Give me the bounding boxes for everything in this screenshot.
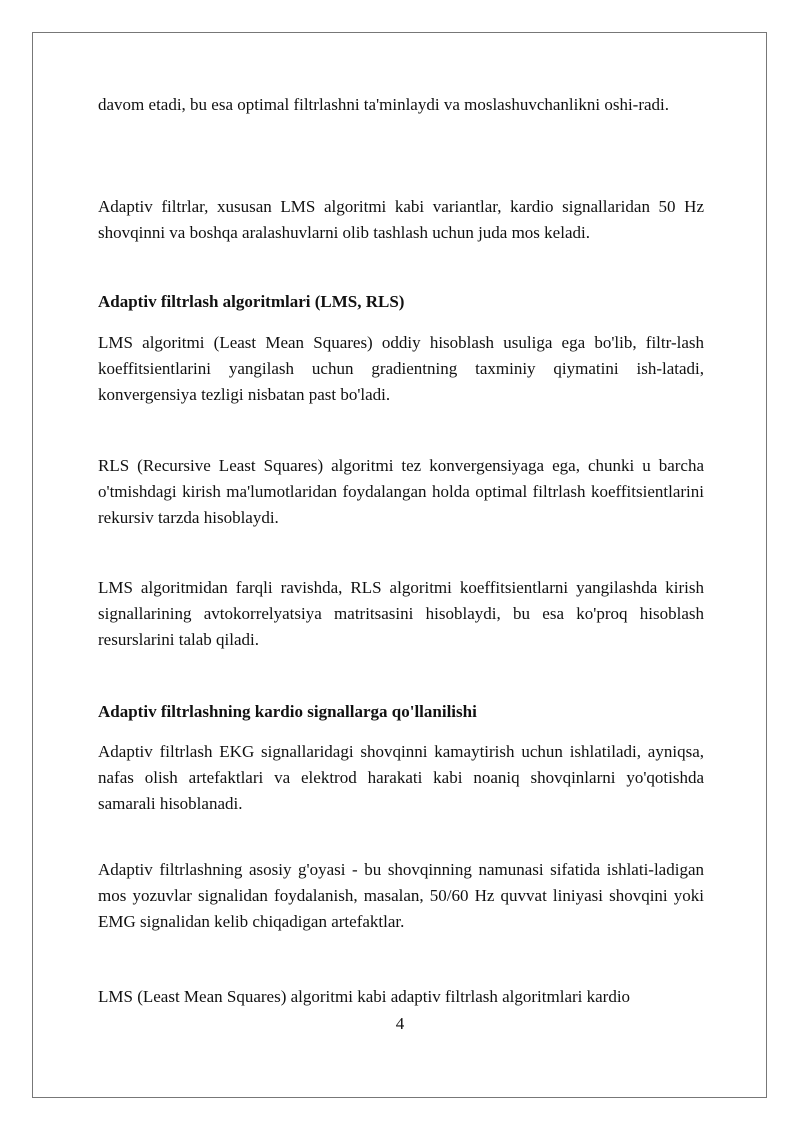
page-number: 4 — [395, 1014, 405, 1033]
paragraph: LMS algoritmi (Least Mean Squares) oddiy hisoblash usuliga ega bo'lib, filtr-lash koeffitsientlarini yangilash uchun gradientning taxminiy qiymatini ish-latadi, konvergensiya tezligi nisbatan past bo'ladi. — [98, 333, 704, 404]
section-heading: Adaptiv filtrlashning kardio signallarga qo'llanilishi — [98, 702, 477, 721]
paragraph: LMS (Least Mean Squares) algoritmi kabi adaptiv filtrlash algoritmlari kardio — [98, 987, 631, 1006]
paragraph: Adaptiv filtrlashning asosiy g'oyasi - bu shovqinning namunasi sifatida ishlati-ladigan mos yozuvlar signalidan foydalanish, masalan, 50/60 Hz quvvat liniyasi shovqini yoki EMG signalidan kelib chiqadigan artefaktlar. — [98, 860, 704, 931]
document-body — [98, 92, 704, 1012]
paragraph: RLS (Recursive Least Squares) algoritmi tez konvergensiyaga ega, chunki u barcha o'tmishdagi kirish ma'lumotlaridan foydalangan holda optimal filtrlash koeffitsientlarini rekursiv tarzda hisoblaydi. — [98, 456, 704, 527]
paragraph: Adaptiv filtrlar, xususan LMS algoritmi kabi variantlar, kardio signallaridan 50 Hz shovqinni va boshqa aralashuvlarni olib tashlash uchun juda mos keladi. — [98, 197, 704, 242]
paragraph: LMS algoritmidan farqli ravishda, RLS algoritmi koeffitsientlarni yangilashda kirish signallarining avtokorrelyatsiya matritsasini hisoblaydi, bu esa ko'proq hisoblash resurslarini talab qiladi. — [98, 578, 704, 649]
paragraph: Adaptiv filtrlash EKG signallaridagi shovqinni kamaytirish uchun ishlatiladi, ayniqsa, nafas olish artefaktlari va elektrod harakati kabi noaniq shovqinlarni yo'qotishda samarali hisoblanadi. — [98, 742, 704, 813]
paragraph: davom etadi, bu esa optimal filtrlashni ta'minlaydi va moslashuvchanlikni oshi-radi. — [98, 95, 670, 114]
section-heading: Adaptiv filtrlash algoritmlari (LMS, RLS) — [98, 292, 405, 311]
